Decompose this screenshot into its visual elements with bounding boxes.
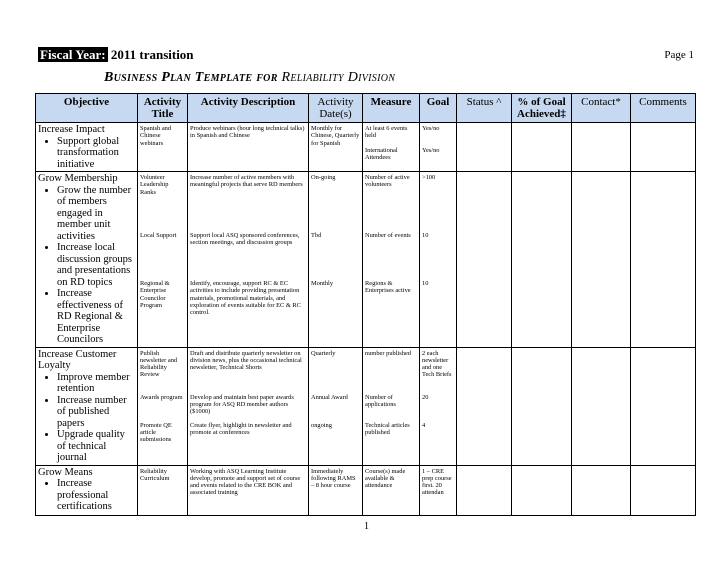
goal-cell (420, 172, 457, 348)
measure-text: Regions & Enterprises active (365, 280, 411, 295)
table-row (36, 123, 696, 172)
table-row (36, 172, 696, 348)
description-text: Develop and maintain best paper awards program for ASQ RD member authors ($1000) (190, 393, 294, 416)
description-cell (188, 123, 309, 172)
list-item: • Upgrade quality of technical journal (57, 429, 135, 464)
description-text: Produce webinars (hour long technical talks) in Spanish and Chinese (190, 125, 305, 140)
goal-cell (420, 465, 457, 515)
activity-title-text: Volunteer Leadership Ranks (140, 174, 169, 196)
measure-cell (363, 347, 420, 465)
measure-cell (363, 172, 420, 348)
goal-text: 10 (422, 232, 429, 239)
goal-text: 1 – CRE prep course first. 20 attendan (422, 467, 452, 497)
title-main: Business Plan Template for (104, 70, 278, 85)
measure-text: International Attendees (365, 146, 398, 162)
description-text: Identify, encourage, support RC & EC activities to include providing presentation materials, promotional materials, and exploration of events suitable for EC & RC control. (190, 280, 301, 317)
list-item: • Increase local discussion groups and presentations on RD topics (57, 242, 135, 288)
measure-text: Number of applications (365, 393, 396, 408)
page-number: 1 (364, 521, 369, 532)
objective-list (38, 372, 135, 464)
objective-title: Increase Impact (38, 124, 105, 135)
measure-cell (363, 465, 420, 515)
activity-title-text: Spanish and Chinese webinars (140, 125, 172, 147)
description-text: Increase number of active members with meaningful projects that serve RD members (190, 174, 303, 189)
activity-title-text: Local Support (140, 232, 177, 239)
measure-cell (363, 123, 420, 172)
table-row (36, 465, 696, 515)
col-activity-dates: Activity Date(s) (309, 94, 363, 123)
description-cell (188, 465, 309, 515)
measure-text: Number of events (365, 232, 411, 239)
dates-text: Monthly (311, 280, 334, 287)
description-text: Create flyer, highlight in newsletter and promote at conferences (190, 421, 292, 436)
list-item: • Grow the number of members engaged in member unit activities (57, 185, 135, 243)
activity-title-text: Publish newsletter and Reliability Review (140, 349, 178, 379)
activity-title-cell (138, 123, 188, 172)
fiscal-year-label: Fiscal Year: (40, 47, 106, 62)
dates-text: Tbd (311, 232, 322, 239)
dates-text: ongoing (311, 421, 332, 429)
dates-text: On-going (311, 174, 336, 181)
activity-title-text: Awards program (140, 393, 183, 401)
list-item: • Increase effectiveness of RD Regional & Enterprise Councilors (57, 288, 135, 346)
status-cell[interactable] (457, 123, 512, 172)
percent-goal-cell[interactable] (512, 172, 572, 348)
goal-text: 2 each newsletter and one Tech Briefs (422, 349, 452, 379)
percent-goal-cell[interactable] (512, 347, 572, 465)
status-cell[interactable] (457, 172, 512, 348)
objective-cell (36, 172, 138, 348)
fiscal-year-value: 2011 transition (110, 47, 194, 62)
comments-cell[interactable] (631, 465, 696, 515)
dates-text: Annual Award (311, 393, 348, 401)
col-measure: Measure (363, 94, 420, 123)
comments-cell[interactable] (631, 347, 696, 465)
title-division: Reliability Division (281, 70, 396, 85)
measure-text: At least 6 events held (365, 125, 408, 140)
dates-text: Quarterly (311, 349, 336, 357)
goal-text: 20 (422, 393, 429, 401)
business-plan-table (35, 93, 696, 516)
list-item: • Increase professional certifications (57, 478, 135, 513)
col-activity-description: Activity Description (188, 94, 309, 123)
measure-text: Number of active volunteers (365, 174, 410, 189)
activity-title-cell (138, 347, 188, 465)
col-objective: Objective (36, 94, 138, 123)
list-item: • Improve member retention (57, 372, 135, 395)
objective-list (38, 136, 135, 171)
description-text: Draft and distribute quarterly newsletter on division news, plus the occasional technical newsletter, Technical Shorts (190, 349, 302, 372)
status-cell[interactable] (457, 465, 512, 515)
dates-cell (309, 123, 363, 172)
objective-title: Grow Membership (38, 173, 118, 184)
list-item: • Support global transformation initiative (57, 136, 135, 171)
objective-cell (36, 465, 138, 515)
goal-text: 4 (422, 421, 426, 429)
dates-cell (309, 347, 363, 465)
goal-text: Yes/no (422, 125, 440, 132)
activity-title-cell (138, 172, 188, 348)
contact-cell[interactable] (572, 347, 631, 465)
contact-cell[interactable] (572, 123, 631, 172)
description-text: Support local ASQ sponsored conferences, section meetings, and discussion groups (190, 232, 300, 247)
activity-title-text: Reliability Curriculum (140, 467, 170, 482)
goal-text: 10 (422, 280, 429, 287)
fiscal-year (38, 47, 194, 63)
header-row (36, 94, 696, 123)
col-contact: Contact* (572, 94, 631, 123)
contact-cell[interactable] (572, 465, 631, 515)
list-item: • Increase number of published papers (57, 395, 135, 430)
dates-cell (309, 172, 363, 348)
percent-goal-cell[interactable] (512, 123, 572, 172)
description-cell (188, 172, 309, 348)
col-status: Status ^ (457, 94, 512, 123)
activity-title-text: Promote QE article submissions (140, 421, 172, 444)
goal-text: Yes/no (422, 146, 440, 154)
objective-title: Increase Customer Loyalty (38, 348, 117, 371)
col-activity-title: Activity Title (138, 94, 188, 123)
col-percent-goal: % of Goal Achieved‡ (512, 94, 572, 123)
goal-cell (420, 347, 457, 465)
document-title (104, 70, 395, 86)
dates-text: Monthly for Chinese, Quarterly for Spanish (311, 125, 360, 147)
objective-list (38, 478, 135, 513)
objective-list (38, 185, 135, 346)
percent-goal-cell[interactable] (512, 465, 572, 515)
objective-cell (36, 347, 138, 465)
objective-title: Grow Means (38, 466, 93, 478)
status-cell[interactable] (457, 347, 512, 465)
activity-title-cell (138, 465, 188, 515)
col-comments: Comments (631, 94, 696, 123)
comments-cell[interactable] (631, 172, 696, 348)
description-text: Working with ASQ Learning Institute develop, promote and support set of course and events related to the CRE BOK and associated training (190, 467, 301, 497)
measure-text: Technical articles published (365, 421, 410, 436)
dates-text: Immediately following RAMS – 8 hour course (311, 467, 356, 490)
contact-cell[interactable] (572, 172, 631, 348)
measure-text: number published (365, 349, 411, 357)
comments-cell[interactable] (631, 123, 696, 172)
goal-text: >100 (422, 174, 436, 181)
dates-cell (309, 465, 363, 515)
activity-title-text: Regional & Enterprise Councilor Program (140, 280, 170, 309)
col-goal: Goal (420, 94, 457, 123)
description-cell (188, 347, 309, 465)
table-row (36, 347, 696, 465)
goal-cell (420, 123, 457, 172)
page-label: Page 1 (664, 49, 694, 61)
measure-text: Course(s) made available & attendance (365, 467, 406, 490)
objective-cell (36, 123, 138, 172)
